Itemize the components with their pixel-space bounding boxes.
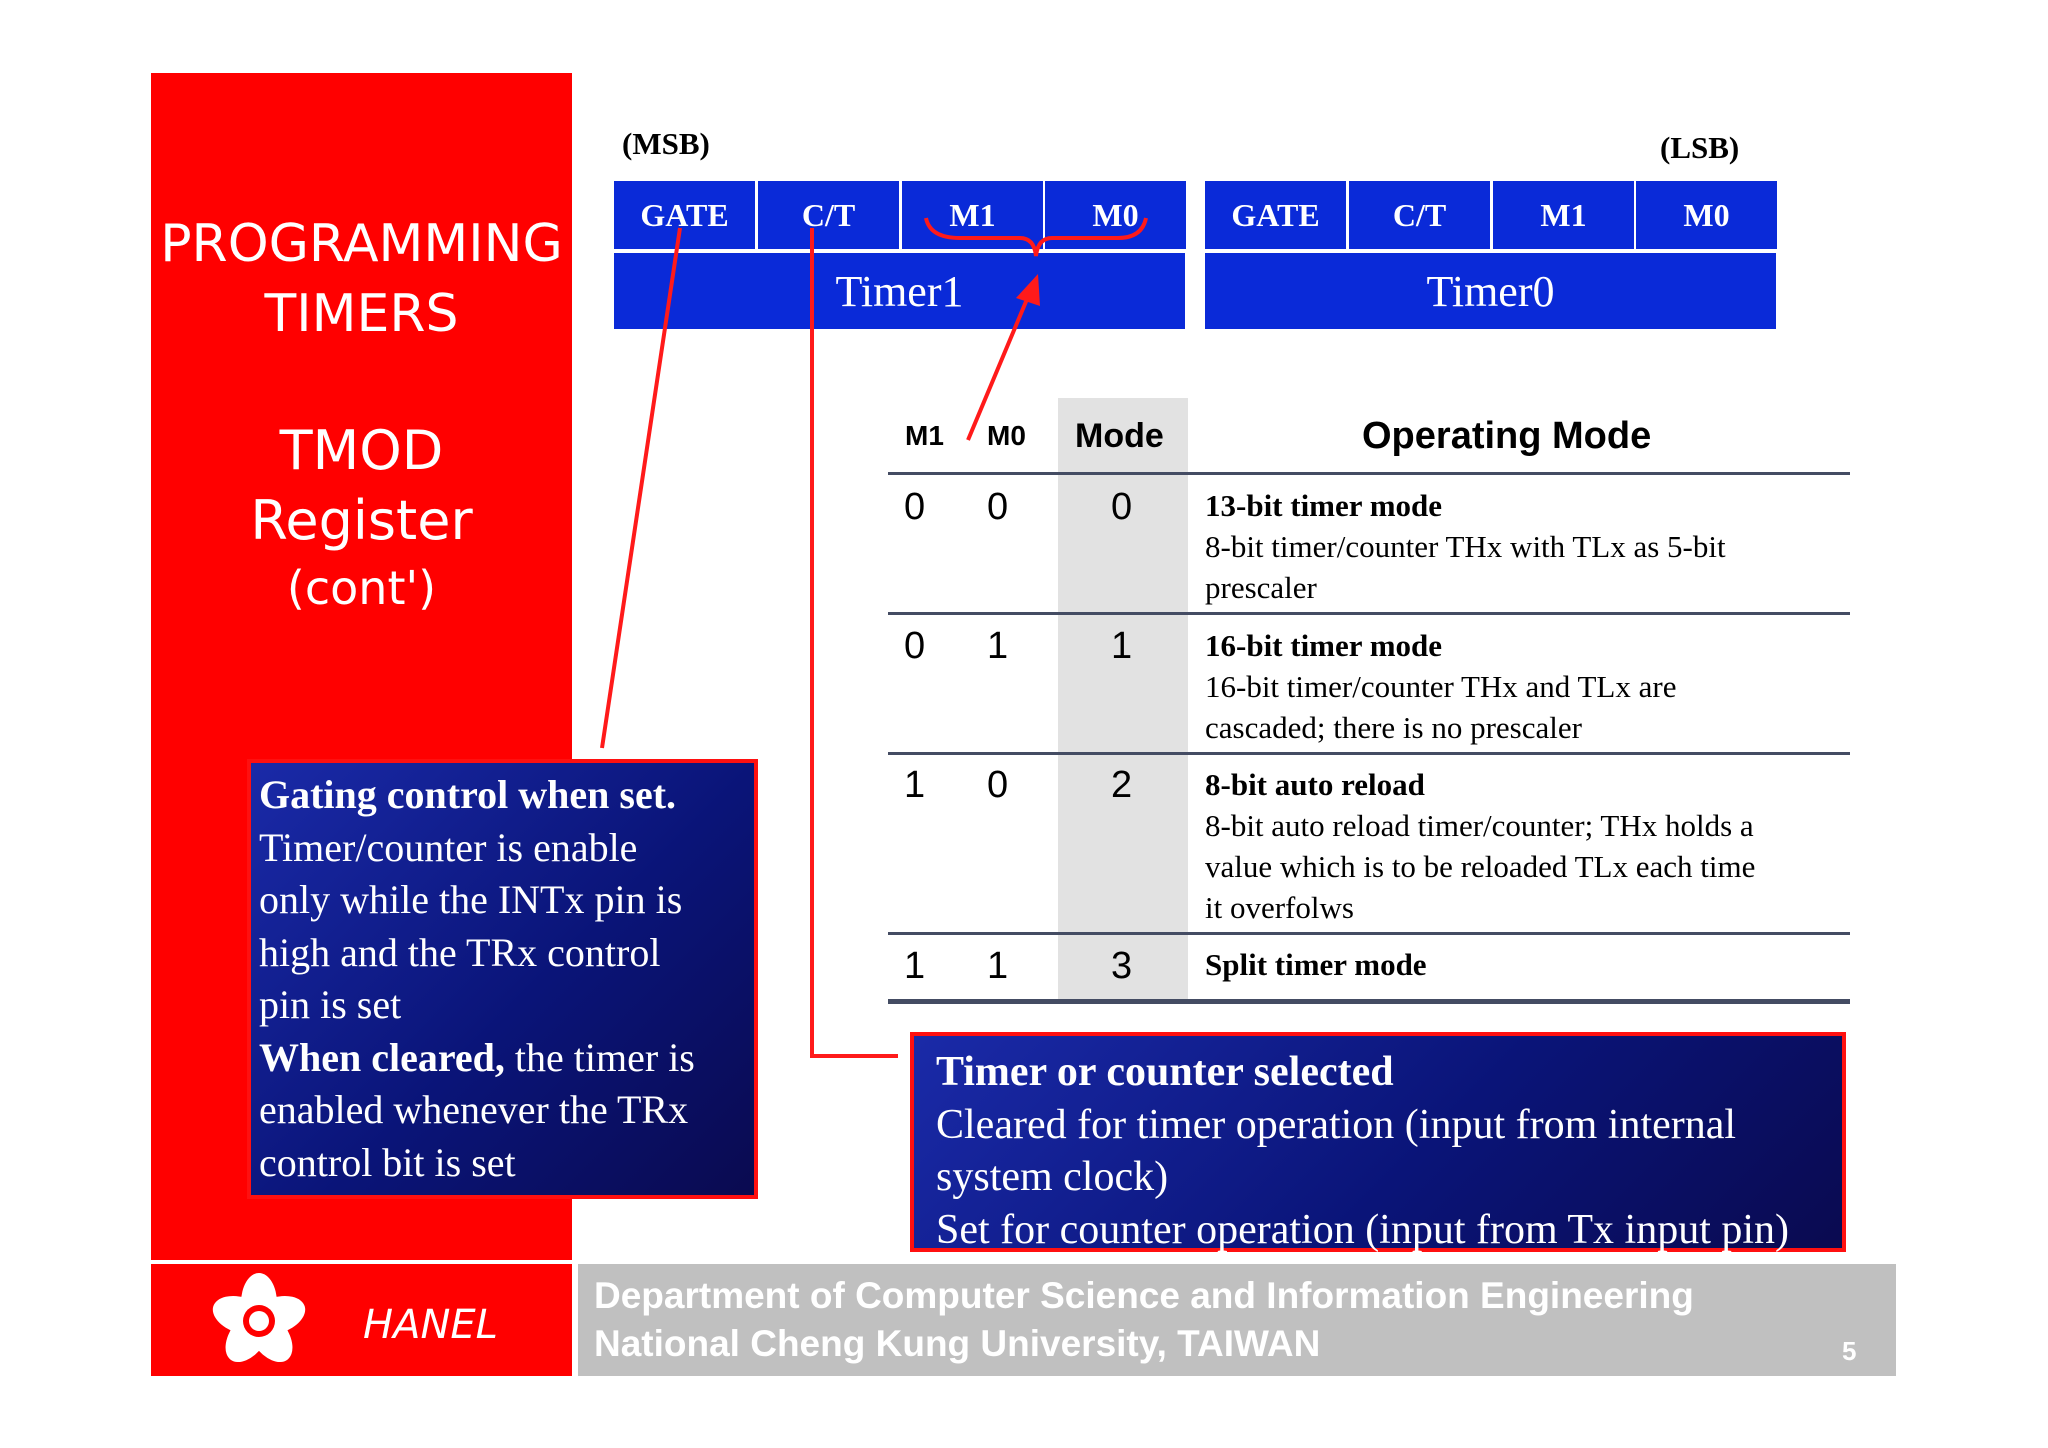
gate-callout-line: only while the INTx pin is [259, 877, 683, 922]
row1-detail-1: 16-bit timer/counter THx and TLx are [1205, 669, 1677, 704]
header-mode: Mode [1075, 417, 1164, 455]
timer0-bit-m0: M0 [1636, 181, 1777, 249]
row0-detail-1: 8-bit timer/counter THx with TLx as 5-bit [1205, 529, 1726, 564]
row0-m1: 0 [904, 486, 926, 528]
gate-callout-cleared-bold: When cleared, [259, 1034, 505, 1080]
row0-title: 13-bit timer mode [1205, 488, 1443, 523]
mode-arrow-line [968, 292, 1030, 440]
slide-title-line2: TIMERS [264, 284, 459, 344]
timer0-bit-m1: M1 [1493, 181, 1634, 249]
row3-mode: 3 [1111, 945, 1133, 987]
timer1-bit-m1: M1 [902, 181, 1043, 249]
mode-arrow-head [1016, 274, 1040, 306]
footer-brand: HANEL [363, 1302, 498, 1348]
header-m0: M0 [987, 420, 1026, 451]
timer1-label: Timer1 [614, 253, 1185, 329]
header-m1: M1 [905, 420, 944, 451]
footer-dept-line1: Department of Computer Science and Information Engineering [594, 1275, 1694, 1316]
ct-callout-line: Cleared for timer operation (input from internal [936, 1101, 1737, 1148]
slide-subtitle-line3: (cont') [286, 561, 437, 615]
university-logo-icon [200, 1268, 318, 1374]
lsb-label: (LSB) [1660, 130, 1740, 165]
row0-m0: 0 [987, 486, 1009, 528]
slide-subtitle-line1: TMOD [279, 419, 444, 482]
gate-callout-line: pin is set [259, 982, 402, 1027]
page-number: 5 [1842, 1336, 1857, 1366]
row2-detail-3: it overfolws [1205, 890, 1354, 925]
ct-callout-heading: Timer or counter selected [936, 1049, 1394, 1095]
row2-title: 8-bit auto reload [1205, 767, 1425, 802]
gate-callout-line: enabled whenever the TRx [259, 1087, 689, 1132]
row1-m1: 0 [904, 625, 926, 667]
timer0-bit-gate: GATE [1205, 181, 1346, 249]
ct-callout-line: Set for counter operation (input from Tx input pin) [936, 1206, 1790, 1253]
m1-m0-brace [926, 218, 1146, 256]
timer0-label: Timer0 [1205, 253, 1776, 329]
timer1-bit-m0: M0 [1045, 181, 1186, 249]
row3-m1: 1 [904, 945, 926, 987]
gate-callout-cleared-rest: the timer is [504, 1034, 695, 1080]
row1-detail-2: cascaded; there is no prescaler [1205, 710, 1582, 745]
row2-m0: 0 [987, 764, 1009, 806]
gate-callout-line: control bit is set [259, 1139, 516, 1185]
timer0-bit-ct: C/T [1349, 181, 1490, 249]
msb-label: (MSB) [622, 126, 710, 161]
row2-detail-2: value which is to be reloaded TLx each time [1205, 849, 1756, 884]
row1-m0: 1 [987, 625, 1009, 667]
gate-callout-heading: Gating control when set. [259, 772, 677, 817]
ct-connector-line [812, 228, 898, 1056]
ct-callout-line: system clock) [936, 1154, 1169, 1200]
footer-dept-line2: National Cheng Kung University, TAIWAN [594, 1323, 1321, 1364]
slide-subtitle-line2: Register [250, 489, 473, 552]
row3-title: Split timer mode [1205, 947, 1427, 982]
gate-connector-line [602, 228, 680, 748]
row1-title: 16-bit timer mode [1205, 628, 1443, 663]
row0-mode: 0 [1111, 486, 1133, 528]
row2-m1: 1 [904, 764, 926, 806]
row0-detail-2: prescaler [1205, 570, 1317, 605]
row1-mode: 1 [1111, 625, 1133, 667]
timer1-bit-ct: C/T [758, 181, 899, 249]
gate-callout-line: high and the TRx control [259, 929, 661, 975]
row2-mode: 2 [1111, 764, 1133, 806]
slide-title-line1: PROGRAMMING [160, 214, 563, 274]
gate-callout-line: Timer/counter is enable [259, 824, 638, 870]
timer1-bit-gate: GATE [614, 181, 755, 249]
row2-detail-1: 8-bit auto reload timer/counter; THx holds a [1205, 808, 1754, 843]
row3-m0: 1 [987, 945, 1009, 987]
header-operating-mode: Operating Mode [1362, 415, 1652, 457]
